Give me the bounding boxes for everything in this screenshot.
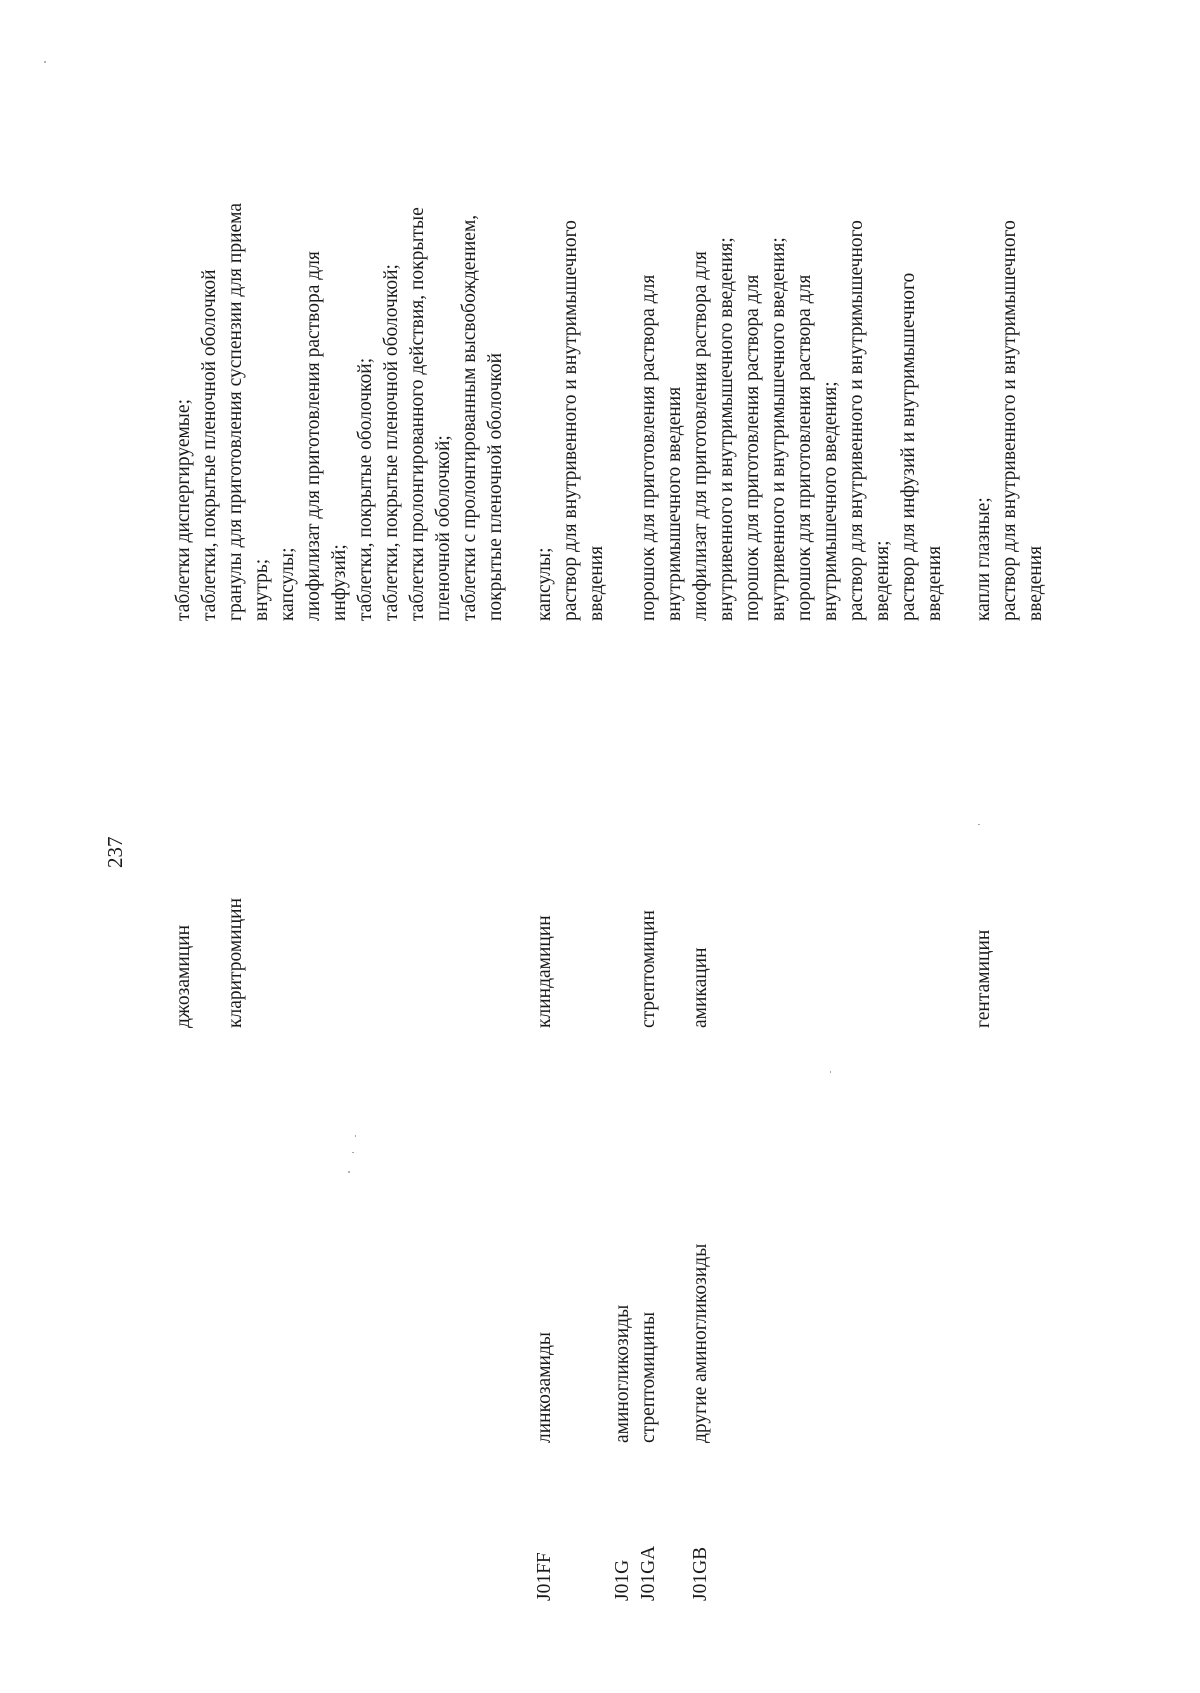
- atc-code: J01GA: [638, 1545, 659, 1601]
- scan-speck: [978, 824, 980, 825]
- drug-name: гентамицин: [973, 929, 994, 1028]
- scan-speck: [830, 1071, 831, 1073]
- dosage-form-line: введения: [924, 545, 945, 621]
- dosage-form-line: таблетки диспергируемые;: [173, 399, 194, 621]
- scan-speck: [44, 61, 46, 63]
- atc-code: J01FF: [534, 1552, 555, 1601]
- dosage-form-line: введения: [1025, 545, 1046, 621]
- dosage-form-line: таблетки с пролонгированным высвобождением,: [459, 214, 480, 621]
- dosage-form-line: внутрь;: [251, 558, 272, 621]
- atc-class-name: линкозамиды: [534, 1332, 555, 1443]
- dosage-forms-amikacin: [688, 101, 948, 621]
- scan-speck: [355, 1135, 356, 1137]
- drug-name: клиндамицин: [534, 915, 555, 1028]
- atc-code: J01GB: [690, 1546, 711, 1601]
- dosage-form-line: капли глазные;: [973, 497, 994, 621]
- dosage-form-line: внутривенного и внутримышечного введения;: [716, 237, 737, 621]
- dosage-form-line: раствор для внутривенного и внутримышечного: [846, 220, 867, 621]
- dosage-form-line: порошок для приготовления раствора для: [794, 274, 815, 621]
- dosage-forms-streptomycin: [636, 101, 688, 621]
- dosage-form-line: гранулы для приготовления суспензии для приема: [225, 202, 246, 621]
- dosage-forms-clarithromycin: [223, 101, 509, 621]
- atc-class-name: аминогликозиды: [612, 1304, 633, 1443]
- drug-name: кларитромицин: [225, 897, 246, 1028]
- dosage-form-line: таблетки, покрытые пленочной оболочкой: [199, 269, 220, 621]
- dosage-form-line: введения: [586, 545, 607, 621]
- dosage-form-line: таблетки, покрытые оболочкой;: [355, 357, 376, 621]
- dosage-form-line: внутримышечного введения: [664, 386, 685, 621]
- atc-code: J01G: [612, 1559, 633, 1601]
- dosage-form-line: таблетки пролонгированного действия, покрытые: [407, 207, 428, 621]
- atc-class-name: стрептомицины: [638, 1311, 659, 1443]
- dosage-form-line: раствор для внутривенного и внутримышечного: [999, 220, 1020, 621]
- drug-name: амикацин: [690, 947, 711, 1028]
- dosage-form-line: внутримышечного введения;: [820, 381, 841, 621]
- dosage-form-line: капсулы;: [277, 547, 298, 621]
- dosage-form-line: раствор для внутривенного и внутримышечного: [560, 220, 581, 621]
- scan-speck: [352, 1152, 354, 1153]
- dosage-form-line: таблетки, покрытые пленочной оболочкой;: [381, 264, 402, 621]
- scan-speck: [348, 1171, 350, 1173]
- drug-name: джозамицин: [173, 924, 194, 1028]
- dosage-form-line: внутривенного и внутримышечного введения;: [768, 237, 789, 621]
- dosage-form-line: порошок для приготовления раствора для: [742, 274, 763, 621]
- dosage-form-line: раствор для инфузий и внутримышечного: [898, 272, 919, 621]
- dosage-forms-josamycin: [171, 101, 223, 621]
- dosage-form-line: покрытые пленочной оболочкой: [485, 352, 506, 621]
- dosage-form-line: пленочной оболочкой;: [433, 435, 454, 621]
- dosage-form-line: введения;: [872, 540, 893, 621]
- dosage-form-line: капсулы;: [534, 547, 555, 621]
- drug-name: стрептомицин: [638, 910, 659, 1028]
- dosage-form-line: порошок для приготовления раствора для: [638, 274, 659, 621]
- page-number: 237: [103, 836, 127, 868]
- dosage-forms-clindamycin: [532, 101, 610, 621]
- dosage-form-line: лиофилизат для приготовления раствора для: [303, 251, 324, 621]
- dosage-form-line: инфузий;: [329, 544, 350, 621]
- dosage-forms-gentamicin: [971, 101, 1049, 621]
- dosage-form-line: лиофилизат для приготовления раствора для: [690, 251, 711, 621]
- atc-class-name: другие аминогликозиды: [690, 1243, 711, 1443]
